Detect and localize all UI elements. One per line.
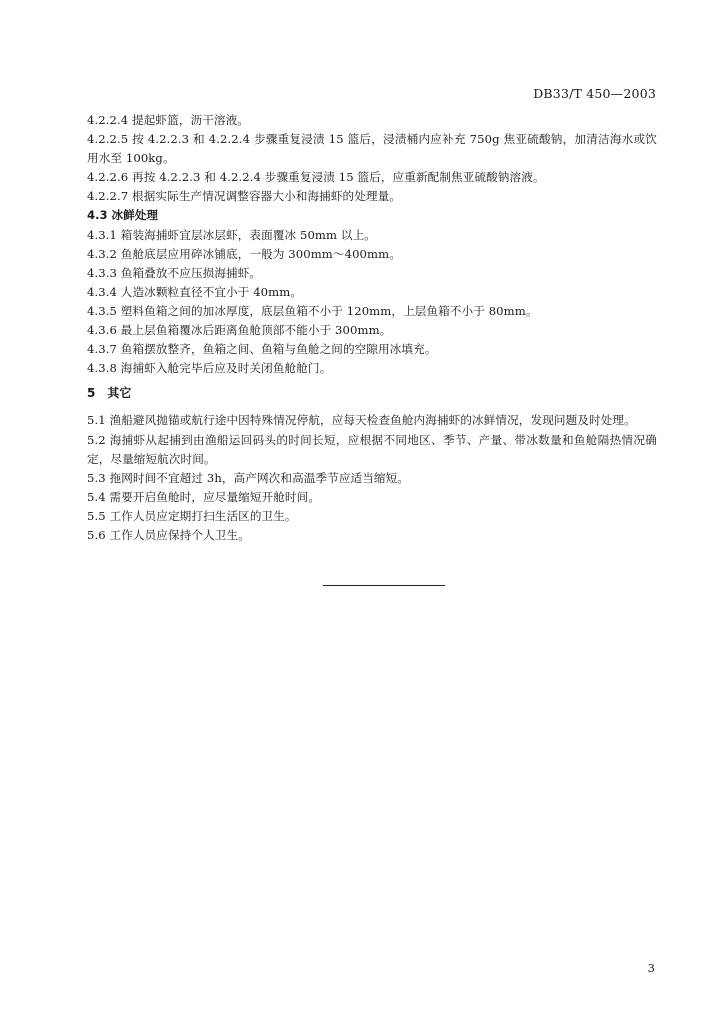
section-number: 4.3 xyxy=(87,208,108,223)
clause-4-3-7: 4.3.7 鱼箱摆放整齐，鱼箱之间、鱼箱与鱼舱之间的空隙用冰填充。 xyxy=(87,342,437,357)
clause-4-2-2-7: 4.2.2.7 根据实际生产情况调整容器大小和海捕虾的处理量。 xyxy=(87,189,402,204)
chapter-5-heading xyxy=(87,384,657,403)
clause-5-3: 5.3 拖网时间不宜超过 3h，高产网次和高温季节应适当缩短。 xyxy=(87,470,410,485)
clause-4-3-4: 4.3.4 人造冰颗粒直径不宜小于 40mm。 xyxy=(87,284,303,299)
chapter-title: 其它 xyxy=(107,386,132,401)
clause-5-2: 5.2 海捕虾从起捕到由渔船运回码头的时间长短，应根据不同地区、季节、产量、带冰数量和鱼舱隔热情况确定，尽量缩短航次时间。 xyxy=(87,432,657,466)
clause-4-3-1: 4.3.1 箱装海捕虾宜层冰层虾，表面覆冰 50mm 以上。 xyxy=(87,227,376,242)
clause-5-5: 5.5 工作人员应定期打扫生活区的卫生。 xyxy=(87,508,297,523)
clause-4-3-2: 4.3.2 鱼舱底层应用碎冰铺底，一般为 300mm～400mm。 xyxy=(87,246,401,261)
clause-4-2-2-4: 4.2.2.4 提起虾篮，沥干溶液。 xyxy=(87,113,249,127)
end-of-document-rule xyxy=(323,585,445,586)
section-4-3-heading xyxy=(87,206,657,225)
clause-4-3-6: 4.3.6 最上层鱼箱覆冰后距离鱼舱顶部不能小于 300mm。 xyxy=(87,323,392,338)
chapter-number: 5 xyxy=(87,386,96,401)
clause-4-2-2-5: 4.2.2.5 按 4.2.2.3 和 4.2.2.4 步骤重复浸渍 15 篮后，浸渍桶内应补充 750g 焦亚硫酸钠，加清洁海水或饮用水至 100kg。 xyxy=(87,132,657,166)
clause-4-3-5: 4.3.5 塑料鱼箱之间的加冰厚度，底层鱼箱不小于 120mm，上层鱼箱不小于 80mm。 xyxy=(87,303,538,318)
clause-5-4: 5.4 需要开启鱼舱时，应尽量缩短开舱时间。 xyxy=(87,489,321,504)
clause-4-2-2-6: 4.2.2.6 再按 4.2.2.3 和 4.2.2.4 步骤重复浸渍 15 篮后，应重新配制焦亚硫酸钠溶液。 xyxy=(87,170,545,185)
page-number: 3 xyxy=(647,961,655,975)
clause-5-1: 5.1 渔船避风抛锚或航行途中因特殊情况停航，应每天检查鱼舱内海捕虾的冰鲜情况，发现问题及时处理。 xyxy=(87,413,636,428)
document-body xyxy=(87,111,657,545)
section-title: 冰鲜处理 xyxy=(111,208,158,223)
clause-4-3-8: 4.3.8 海捕虾入舱完毕后应及时关闭鱼舱舱门。 xyxy=(87,361,332,376)
clause-4-3-3: 4.3.3 鱼箱叠放不应压损海捕虾。 xyxy=(87,265,262,280)
document-code: DB33/T 450—2003 xyxy=(533,86,656,101)
clause-5-6: 5.6 工作人员应保持个人卫生。 xyxy=(87,527,250,542)
